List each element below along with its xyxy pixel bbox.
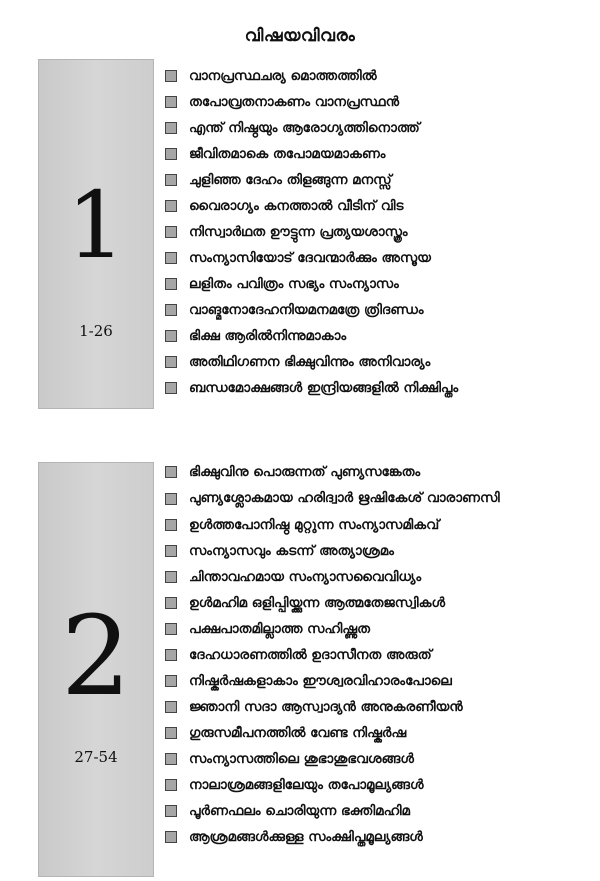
list-item[interactable] xyxy=(165,193,458,219)
section-1-panel xyxy=(38,59,154,409)
list-item-label: സംന്യാസിയോട് ദേവന്മാർക്കും അസൂയ xyxy=(189,250,431,266)
list-item[interactable] xyxy=(165,141,458,167)
square-bullet-icon xyxy=(165,70,177,82)
list-item[interactable] xyxy=(165,720,569,746)
list-item[interactable] xyxy=(165,590,569,616)
section-1-list xyxy=(165,63,458,401)
list-item[interactable] xyxy=(165,772,569,798)
list-item-label: തപോവ്രതനാകണം വാനപ്രസ്ഥൻ xyxy=(189,94,400,110)
square-bullet-icon xyxy=(165,753,177,765)
list-item[interactable] xyxy=(165,616,569,642)
list-item[interactable] xyxy=(165,512,569,538)
section-2-panel xyxy=(38,462,154,877)
list-item[interactable] xyxy=(165,115,458,141)
square-bullet-icon xyxy=(165,304,177,316)
section-2-number: 2 xyxy=(61,592,131,720)
square-bullet-icon xyxy=(165,356,177,368)
square-bullet-icon xyxy=(165,805,177,817)
square-bullet-icon xyxy=(165,226,177,238)
list-item-label: ലളിതം പവിത്രം സഭ്യം സംന്യാസം xyxy=(189,276,399,292)
square-bullet-icon xyxy=(165,779,177,791)
square-bullet-icon xyxy=(165,649,177,661)
list-item-label: ജ്ഞാനി സദാ ആസ്വാദ്യൻ അനുകരണീയൻ xyxy=(189,699,463,715)
list-item[interactable] xyxy=(165,564,569,590)
list-item[interactable] xyxy=(165,668,569,694)
list-item[interactable] xyxy=(165,538,569,564)
list-item-label: എന്ത് നിഷ്ഠയും ആരോഗ്യത്തിനൊത്ത് xyxy=(189,120,420,136)
square-bullet-icon xyxy=(165,675,177,687)
list-item[interactable] xyxy=(165,642,569,668)
square-bullet-icon xyxy=(165,382,177,394)
list-item-label: ചിന്താവഹമായ സംന്യാസവൈവിധ്യം xyxy=(189,569,422,585)
list-item[interactable] xyxy=(165,349,458,375)
section-2-list xyxy=(165,459,569,850)
square-bullet-icon xyxy=(165,122,177,134)
square-bullet-icon xyxy=(165,148,177,160)
square-bullet-icon xyxy=(165,545,177,557)
list-item[interactable] xyxy=(165,63,458,89)
list-item-label: ഭിക്ഷ ആരിൽനിന്നുമാകാം xyxy=(189,328,347,344)
list-item-label: നിസ്വാർഥത ഊട്ടുന്ന പ്രത്യയശാസ്ത്രം xyxy=(189,224,408,240)
list-item-label: പൂർണഫലം ചൊരിയുന്ന ഭക്തിമഹിമ xyxy=(189,803,410,819)
page-title: വിഷയവിവരം xyxy=(244,26,356,46)
list-item[interactable] xyxy=(165,694,569,720)
square-bullet-icon xyxy=(165,597,177,609)
square-bullet-icon xyxy=(165,519,177,531)
list-item-label: ഗുരുസമീപനത്തിൽ വേണ്ട നിഷ്കർഷ xyxy=(189,725,407,741)
list-item[interactable] xyxy=(165,167,458,193)
list-item-label: നാലാശ്രമങ്ങളിലേയും തപോമൂല്യങ്ങൾ xyxy=(189,777,424,793)
list-item-label: ഭിക്ഷുവിനു പൊരുന്നത് പുണ്യസങ്കേതം xyxy=(189,464,421,480)
list-item-label: വാനപ്രസ്ഥചര്യ മൊത്തത്തിൽ xyxy=(189,68,377,84)
list-item[interactable] xyxy=(165,459,569,485)
square-bullet-icon xyxy=(165,466,177,478)
square-bullet-icon xyxy=(165,330,177,342)
list-item-label: ഉൾമഹിമ ഒളിപ്പിയ്ക്കുന്ന ആത്മതേജസ്വികൾ xyxy=(189,595,446,611)
list-item[interactable] xyxy=(165,297,458,323)
list-item-label: പക്ഷപാതമില്ലാത്ത സഹിഷ്ണുത xyxy=(189,621,371,637)
list-item[interactable] xyxy=(165,323,458,349)
list-item-label: സംന്യാസത്തിലെ ശുഭാശുഭവശങ്ങൾ xyxy=(189,751,414,767)
list-item-label: ദേഹധാരണത്തിൽ ഉദാസീനത അരുത് xyxy=(189,647,432,663)
list-item-label: അതിഥിഗണന ഭിക്ഷുവിന്നും അനിവാര്യം xyxy=(189,354,431,370)
section-1-number: 1 xyxy=(66,172,126,279)
list-item[interactable] xyxy=(165,219,458,245)
square-bullet-icon xyxy=(165,252,177,264)
list-item[interactable] xyxy=(165,271,458,297)
list-item-label: ആശ്രമങ്ങൾക്കുള്ള സംക്ഷിപ്തമൂല്യങ്ങൾ xyxy=(189,829,423,845)
list-item[interactable] xyxy=(165,824,569,850)
list-item-label: ബന്ധമോക്ഷങ്ങൾ ഇന്ദ്രിയങ്ങളിൽ നിക്ഷിപ്തം xyxy=(189,380,459,396)
list-item-label: ഉൾത്തപോനിഷ്ഠ മുറ്റുന്ന സംന്യാസമികവ് xyxy=(189,517,440,533)
list-item-label: നിഷ്കർഷകളാകാം ഈശ്വരവിഹാരംപോലെ xyxy=(189,673,452,689)
square-bullet-icon xyxy=(165,571,177,583)
list-item[interactable] xyxy=(165,245,458,271)
square-bullet-icon xyxy=(165,727,177,739)
square-bullet-icon xyxy=(165,200,177,212)
list-item[interactable] xyxy=(165,798,569,824)
square-bullet-icon xyxy=(165,701,177,713)
square-bullet-icon xyxy=(165,623,177,635)
list-item-label: ചുളിഞ്ഞ ദേഹം തിളങ്ങുന്ന മനസ്സ് xyxy=(189,172,392,188)
section-2-range: 27-54 xyxy=(74,748,118,766)
square-bullet-icon xyxy=(165,831,177,843)
square-bullet-icon xyxy=(165,174,177,186)
list-item[interactable] xyxy=(165,375,458,401)
list-item[interactable] xyxy=(165,746,569,772)
list-item-label: വൈരാഗ്യം കനത്താൽ വീടിന് വിട xyxy=(189,198,404,214)
section-1-range: 1-26 xyxy=(79,322,113,340)
list-item-label: പുണ്യശ്ലോകമായ ഹരിദ്വാർ ഋഷികേശ് വാരാണസി xyxy=(189,490,500,506)
list-item-label: വാങ്മനോദേഹനിയമനമത്രേ ത്രിദണ്ഡം xyxy=(189,302,424,318)
list-item-label: സംന്യാസവും കടന്ന് അത്യാശ്രമം xyxy=(189,543,394,559)
square-bullet-icon xyxy=(165,96,177,108)
list-item[interactable] xyxy=(165,485,569,512)
square-bullet-icon xyxy=(165,493,177,505)
list-item-label: ജീവിതമാകെ തപോമയമാകണം xyxy=(189,146,386,162)
list-item[interactable] xyxy=(165,89,458,115)
square-bullet-icon xyxy=(165,278,177,290)
